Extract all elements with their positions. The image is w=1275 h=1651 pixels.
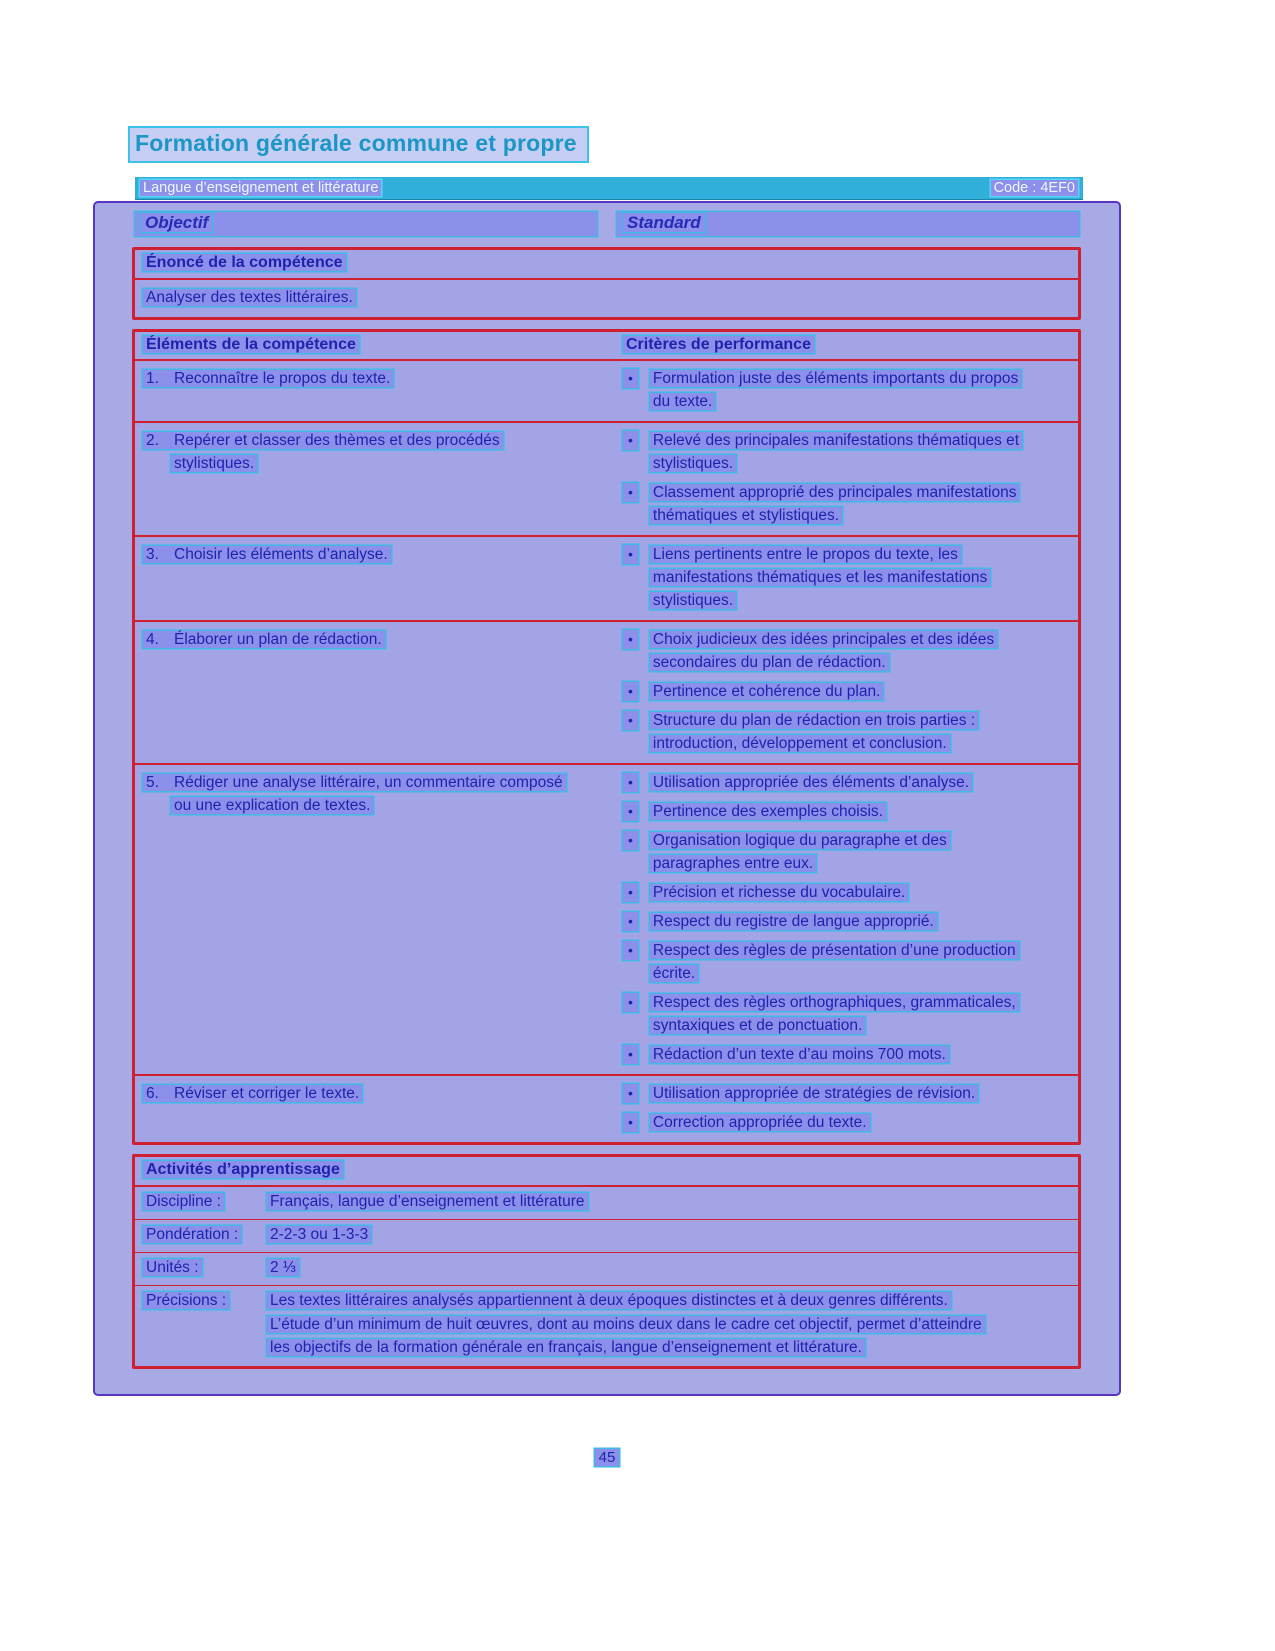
element-cell [135,361,613,421]
criteria-item [623,1043,1070,1066]
bullet-icon: • [623,802,638,821]
table-row [135,421,1078,535]
bullet-icon: • [623,630,638,649]
page-number: 45 [93,1449,1121,1466]
element-number: 6. [146,1085,159,1102]
criterion-text: Organisation logique du paragraphe et des paragraphes entre eux. [650,832,950,872]
element-cell [135,1076,613,1142]
table-row [135,359,1078,421]
criterion-text: Rédaction d’un texte d’au moins 700 mots. [650,1046,949,1063]
criterion-text: Respect des règles de présentation d’une production écrite. [650,942,1019,982]
criteria-item [623,628,1070,674]
activity-row [135,1219,1078,1252]
activity-row [135,1285,1078,1366]
enonce-statement: Analyser des textes littéraires. [135,280,1078,317]
element-text: Élaborer un plan de rédaction. [174,631,382,648]
table-row [135,535,1078,620]
precision-paragraph: L’étude d’un minimum de huit œuvres, dont au moins deux dans le cadre cet objectif, permet d’atteindre les objectifs de la formation générale en français, langue d’enseignement et littérature. [267,1313,997,1359]
activity-row [135,1252,1078,1285]
criteria-item [623,939,1070,985]
criterion-text: Relevé des principales manifestations thématiques et stylistiques. [650,432,1022,472]
bullet-icon: • [623,941,638,960]
activity-label: Discipline : [143,1190,267,1213]
element-text: Reconnaître le propos du texte. [174,370,391,387]
element-number: 4. [146,631,159,648]
criteria-item [623,800,1070,823]
banner-subject: Langue d’enseignement et littérature [140,180,381,196]
criteria-item [623,481,1070,527]
criterion-text: Précision et richesse du vocabulaire. [650,884,908,901]
criterion-text: Respect des règles orthographiques, grammaticales, syntaxiques et de ponctuation. [650,994,1019,1034]
objectif-label: Objectif [141,213,212,232]
criteria-cell [613,361,1078,421]
activity-row [135,1187,1078,1219]
bullet-icon: • [623,883,638,902]
activity-value: 2 ⅓ [267,1256,1070,1279]
element-number: 1. [146,370,159,387]
element-cell [135,765,613,1074]
criterion-text: Utilisation appropriée des éléments d’analyse. [650,774,972,791]
bullet-icon: • [623,483,638,502]
element-number: 2. [146,432,159,449]
criterion-text: Pertinence et cohérence du plan. [650,683,884,700]
bullet-icon: • [623,1113,638,1132]
element-cell [135,423,613,535]
enonce-box [132,247,1081,320]
criteria-item [623,680,1070,703]
criteria-item [623,543,1070,612]
criterion-text: Respect du registre de langue approprié. [650,913,937,930]
activity-value: Français, langue d’enseignement et littérature [267,1190,1070,1213]
criteria-cell [613,423,1078,535]
table-row [135,763,1078,1074]
element-cell [135,537,613,620]
criterion-text: Structure du plan de rédaction en trois parties : introduction, développement et conclusion. [650,712,978,752]
activity-label: Unités : [143,1256,267,1279]
criteria-cell [613,622,1078,763]
criteria-item [623,991,1070,1037]
objectif-heading [135,212,597,236]
criteria-item [623,829,1070,875]
criterion-text: Choix judicieux des idées principales et des idées secondaires du plan de rédaction. [650,631,997,671]
criteria-item [623,910,1070,933]
bullet-icon: • [623,1045,638,1064]
bullet-icon: • [623,545,638,564]
bullet-icon: • [623,1084,638,1103]
criteria-cell [613,765,1078,1074]
bullet-icon: • [623,369,638,388]
element-text: Choisir les éléments d’analyse. [174,546,388,563]
activity-label: Précisions : [143,1289,267,1360]
bullet-icon: • [623,682,638,701]
page-title: Formation générale commune et propre [128,126,589,163]
criteria-cell [613,537,1078,620]
criteria-item [623,429,1070,475]
enonce-heading: Énoncé de la compétence [135,250,1078,280]
precision-paragraph: Les textes littéraires analysés appartiennent à deux époques distinctes et à deux genres différents. [267,1289,997,1312]
bullet-icon: • [623,711,638,730]
criteria-item [623,881,1070,904]
bullet-icon: • [623,912,638,931]
activities-box [132,1154,1081,1369]
activity-value: 2-2-3 ou 1-3-3 [267,1223,1070,1246]
criteria-cell [613,1076,1078,1142]
element-number: 3. [146,546,159,563]
criterion-text: Classement approprié des principales manifestations thématiques et stylistiques. [650,484,1020,524]
activity-label: Pondération : [143,1223,267,1246]
banner-code: Code : 4EF0 [991,180,1078,196]
content-frame [93,201,1121,1396]
criteria-item [623,709,1070,755]
bullet-icon: • [623,831,638,850]
element-cell [135,622,613,763]
activity-value [267,1289,1070,1360]
element-text: Rédiger une analyse littéraire, un commentaire composé ou une explication de textes. [174,774,563,814]
competence-table [132,329,1081,1145]
criterion-text: Liens pertinents entre le propos du texte, les manifestations thématiques et les manifestations stylistiques. [650,546,990,609]
activities-heading: Activités d’apprentissage [135,1157,1078,1187]
criteria-item [623,771,1070,794]
criteria-item [623,1082,1070,1105]
elements-header: Éléments de la compétence [135,332,613,359]
bullet-icon: • [623,431,638,450]
standard-label: Standard [623,213,705,232]
criterion-text: Utilisation appropriée de stratégies de révision. [650,1085,978,1102]
element-text: Repérer et classer des thèmes et des procédés stylistiques. [174,432,500,472]
column-headers [132,210,1081,247]
criteria-item [623,367,1070,413]
subject-banner [135,177,1083,200]
criterion-text: Correction appropriée du texte. [650,1114,870,1131]
criteres-header: Critères de performance [613,332,1078,359]
bullet-icon: • [623,773,638,792]
criterion-text: Pertinence des exemples choisis. [650,803,886,820]
criteria-item [623,1111,1070,1134]
standard-heading [617,212,1079,236]
element-number: 5. [146,774,159,791]
table-row [135,620,1078,763]
table-row [135,1074,1078,1142]
bullet-icon: • [623,993,638,1012]
element-text: Réviser et corriger le texte. [174,1085,360,1102]
criterion-text: Formulation juste des éléments importants du propos du texte. [650,370,1021,410]
table-header-row [135,332,1078,359]
